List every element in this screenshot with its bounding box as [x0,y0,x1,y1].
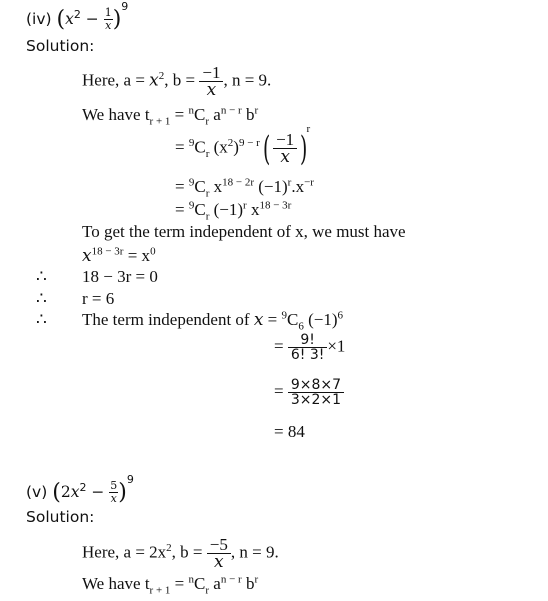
here-prefix: Here, a = [82,70,150,90]
c1-times: ×1 [327,336,346,356]
step2-line [175,176,314,200]
paren-open: ( [56,7,66,32]
step3-line [175,199,292,223]
s1-eq: = [175,137,189,157]
s1-close: ) [233,137,239,157]
gt-a: a [209,574,221,593]
part-iv-label: (iv) [26,10,52,28]
general-term-line [82,104,259,128]
gt-C: C [194,574,206,593]
s3-C-sub: r [205,210,210,223]
b-fraction [199,64,223,99]
coef: 2 [60,483,71,501]
s2-x-sup: 18 − 2r [222,176,254,189]
gt-sub: r + 1 [149,115,171,128]
step1-line [175,122,314,169]
gt-a-sup: n − r [220,104,242,117]
gt-a-sup: n − r [220,573,242,586]
cond-x: x [82,246,92,266]
therefore-icon: ∴ [36,289,47,308]
fraction [104,7,113,31]
gt-a: a [209,105,221,124]
var-x: x [65,10,74,28]
gt-eq: = [170,105,189,124]
c2-den: 3×2×1 [290,392,342,408]
condition-line [82,246,156,266]
s3-nine: 9 [188,199,195,212]
s2-x2: .x [291,177,305,196]
gt-prefix: We have t [82,574,150,593]
s1-frac-den: x [280,147,290,167]
term-x: x [253,310,264,330]
paren-close: ) [118,480,127,505]
var-x: x [70,483,80,501]
fraction [109,480,118,504]
term-C: C [287,310,299,329]
exp: 2 [73,7,81,21]
s2-x2-sup: −r [304,176,314,189]
solution-label-v: Solution: [26,508,95,526]
s1-base: (x [209,137,228,157]
paren-close: ) [112,7,122,32]
b-eq: , b = [164,70,200,90]
b-denominator: x [214,552,224,572]
paren-open: ( [52,480,61,505]
a-exp: 2 [158,69,165,82]
s2-x: x [209,177,223,196]
s3-x: x [246,200,260,219]
s1-power: 9 − r [238,136,260,149]
fraction-numerator: 5 [110,479,118,493]
b-eq: , b = [171,542,207,562]
s2-neg-sup: r [287,176,292,189]
s3-x-sup: 18 − 3r [259,199,292,212]
cond-rhs-sup: 0 [150,245,156,258]
gt-b-sup: r [254,573,259,586]
exp: 2 [79,480,87,494]
c2-eq: = [274,381,284,401]
term-nine: 9 [281,309,288,322]
c1-num: 9! [288,333,328,348]
n-eq: , n = 9. [223,70,272,90]
c1-eq: = [274,336,284,356]
s3-neg-sup: r [243,199,247,212]
independent-text: To get the term independent of x, we must have [82,222,406,241]
s1-paren-close: ) [300,128,308,169]
b-numerator: −5 [207,536,231,554]
a-exp: 2 [166,541,172,554]
cond-x-sup: 18 − 3r [91,245,124,258]
b-denominator: x [206,80,217,100]
gt-b-sup: r [254,104,259,117]
s1-base-sup: 2 [227,136,234,149]
minus: − [80,10,104,28]
fraction-denominator: x [105,19,112,32]
part-iv-heading [26,0,129,32]
s3-C: C [194,200,206,219]
calc3-line: = 84 [274,422,305,441]
s1-r-sup: r [306,122,311,135]
s1-nine: 9 [188,136,195,149]
s1-paren-open: ( [262,128,271,169]
gt-n-sup: n [188,104,195,117]
n-eq: , n = 9. [230,542,279,562]
term-C-sub: 6 [298,320,304,333]
part-v-heading [26,472,134,505]
fraction-denominator: x [110,492,117,505]
s1-C: C [194,137,206,157]
gt-b: b [241,105,255,124]
part-v-label: (v) [26,483,48,501]
c2-num: 9×8×7 [288,378,344,393]
here-v-line [82,536,279,571]
s2-neg: (−1) [253,177,288,196]
s2-C-sub: r [205,187,210,200]
c1-fraction [288,333,328,362]
term-eq: = [263,310,282,329]
gt-C-sub: r [205,115,210,128]
s2-C: C [194,177,206,196]
solution-label-iv: Solution: [26,37,95,55]
s3-eq: = [175,200,189,219]
s1-frac-num: −1 [273,131,297,149]
term-line [82,309,344,333]
power: 9 [126,472,134,486]
term-neg: (−1) [303,310,338,329]
c2-fraction [288,378,344,407]
s1-C-sub: r [205,147,210,160]
term-text: The term independent of [82,310,254,329]
s2-nine: 9 [188,176,195,189]
s2-eq: = [175,177,189,196]
minus: − [86,483,110,501]
calc2-line [274,378,344,407]
a-var: x [149,70,159,91]
gt-C: C [194,105,206,124]
cond-eq: = x [123,246,151,265]
therefore-icon: ∴ [36,267,47,286]
general-term-line-v [82,573,259,597]
s3-neg: (−1) [209,200,244,219]
gt-eq: = [170,574,189,593]
b-numerator: −1 [199,64,223,82]
gt-sub: r + 1 [149,584,171,597]
gt-C-sub: r [205,584,210,597]
term-neg-sup: 6 [337,309,344,322]
power: 9 [121,0,129,13]
here-prefix: Here, a = 2x [82,542,167,562]
here-iv-line [82,64,271,99]
gt-n-sup: n [188,573,195,586]
gt-prefix: We have t [82,105,150,124]
b-fraction [207,536,231,571]
calc1-line [274,333,345,362]
fraction-numerator: 1 [104,6,112,20]
gt-b: b [241,574,255,593]
eq1-line: 18 − 3r = 0 [82,267,158,286]
s1-fraction [273,131,297,166]
r-line: r = 6 [82,289,115,308]
therefore-icon: ∴ [36,310,47,329]
c1-den: 6! 3! [290,347,325,363]
